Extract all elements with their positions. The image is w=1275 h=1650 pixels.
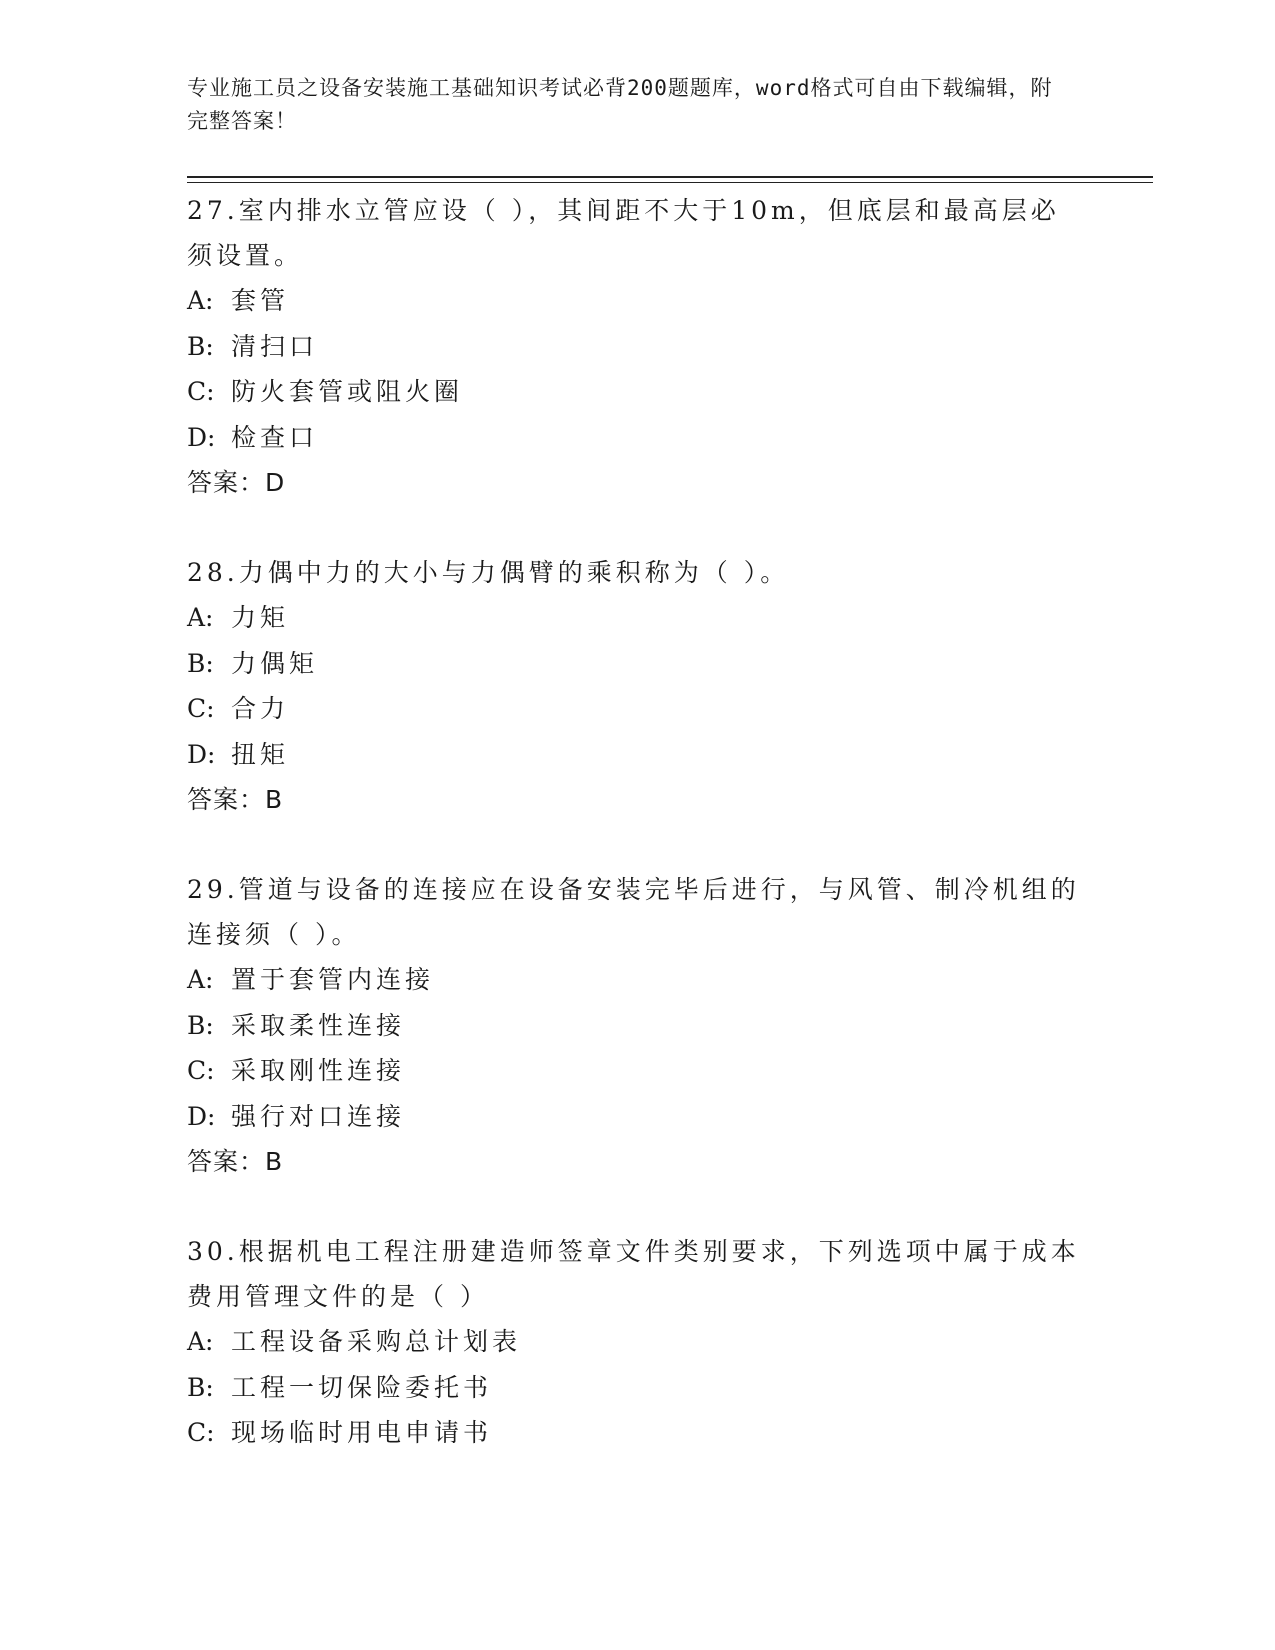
option-text: 现场临时用电申请书 (231, 1418, 493, 1447)
option-letter: D: (187, 422, 216, 452)
option-letter: D: (187, 1101, 216, 1131)
option-a (187, 278, 1087, 324)
option-letter: C: (187, 1418, 215, 1447)
option-text: 采取刚性连接 (231, 1056, 406, 1085)
option-text: 套管 (231, 286, 290, 315)
document-header: 专业施工员之设备安装施工基础知识考试必背200题题库，word格式可自由下载编辑，附完整答案！ (187, 76, 1053, 133)
answer-line: 答案：B (187, 1147, 284, 1176)
option-c (187, 1410, 1087, 1456)
answer-line: 答案：B (187, 785, 284, 814)
option-text: 合力 (231, 694, 290, 723)
option-c (187, 369, 1087, 415)
option-letter: A: (187, 1327, 214, 1356)
option-text: 力偶矩 (231, 648, 319, 678)
option-d (187, 732, 1087, 778)
option-text: 检查口 (231, 422, 319, 452)
option-letter: B: (187, 1010, 214, 1040)
option-letter: A: (187, 965, 214, 994)
question-27 (187, 188, 1087, 505)
option-text: 清扫口 (231, 331, 319, 361)
option-text: 工程设备采购总计划表 (231, 1327, 522, 1356)
option-text: 置于套管内连接 (231, 965, 435, 994)
option-a (187, 1319, 1087, 1365)
answer-line: 答案：D (187, 468, 286, 497)
option-letter: B: (187, 1372, 214, 1402)
header-divider-thin (187, 182, 1153, 183)
question-stem: 28.力偶中力的大小与力偶臂的乘积称为（ ）。 (187, 558, 790, 587)
option-letter: C: (187, 377, 215, 406)
question-29 (187, 867, 1087, 1184)
question-list (187, 188, 1087, 1501)
option-letter: B: (187, 648, 214, 678)
option-text: 采取柔性连接 (231, 1010, 406, 1040)
option-letter: A: (187, 286, 214, 315)
option-d (187, 415, 1087, 461)
option-b (187, 641, 1087, 687)
option-letter: A: (187, 603, 214, 632)
header-divider-thick (187, 176, 1153, 178)
option-d (187, 1094, 1087, 1140)
option-a (187, 595, 1087, 641)
question-28 (187, 550, 1087, 822)
option-letter: D: (187, 739, 216, 769)
option-a (187, 957, 1087, 1003)
question-stem: 27.室内排水立管应设（ ），其间距不大于10m，但底层和最高层必须设置。 (187, 196, 1060, 270)
option-text: 防火套管或阻火圈 (231, 377, 464, 406)
option-b (187, 324, 1087, 370)
option-b (187, 1003, 1087, 1049)
option-letter: C: (187, 694, 215, 723)
question-30 (187, 1229, 1087, 1456)
option-c (187, 1048, 1087, 1094)
option-letter: C: (187, 1056, 215, 1085)
option-c (187, 686, 1087, 732)
option-letter: B: (187, 331, 214, 361)
question-stem: 30.根据机电工程注册建造师签章文件类别要求，下列选项中属于成本费用管理文件的是（ ） (187, 1237, 1080, 1311)
option-text: 力矩 (231, 603, 290, 632)
option-text: 工程一切保险委托书 (231, 1372, 493, 1402)
question-stem: 29.管道与设备的连接应在设备安装完毕后进行，与风管、制冷机组的连接须（ ）。 (187, 875, 1080, 949)
option-b (187, 1365, 1087, 1411)
option-text: 强行对口连接 (231, 1101, 406, 1131)
option-text: 扭矩 (231, 739, 290, 769)
